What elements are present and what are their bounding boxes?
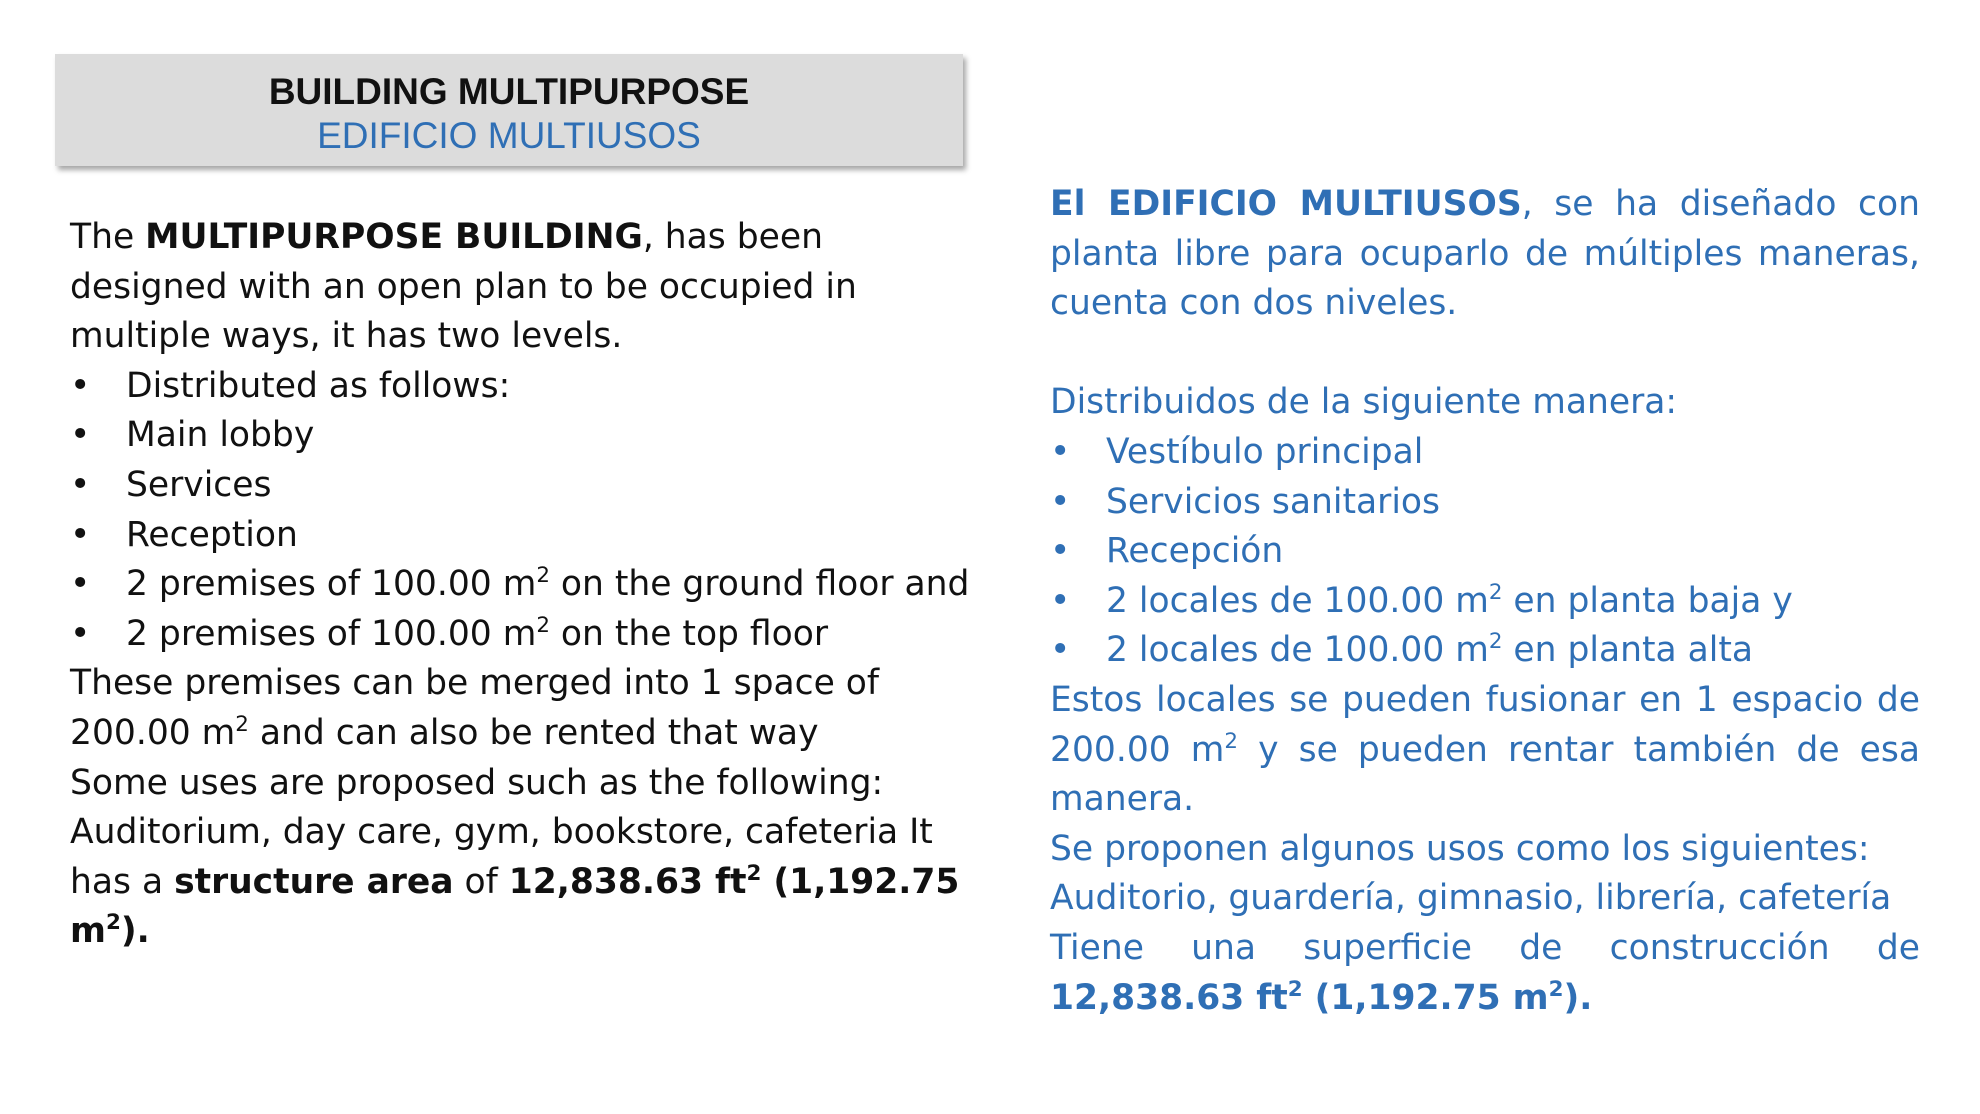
spanish-column (1050, 180, 1920, 1023)
english-list (70, 362, 980, 660)
list-item: • Main lobby (70, 411, 980, 461)
spanish-intro: El EDIFICIO MULTIUSOS, se ha diseñado con planta libre para ocuparlo de múltiples maneras, cuenta con dos niveles. (1050, 184, 1920, 324)
bullet-icon: • (1050, 630, 1071, 671)
english-area-value: 12,838.63 $ft^2$ (1,192.75 $m^2$). (70, 860, 960, 952)
spacer (1050, 329, 1920, 379)
spanish-merge-text: Estos locales se pueden fusionar en 1 espacio de 200.00 $m^2$ y se pueden rentar también de esa manera. (1050, 679, 1920, 820)
english-building-name: MULTIPURPOSE BUILDING (145, 217, 643, 257)
list-item: • 2 locales de 100.00 $m^2$ en planta alta (1050, 626, 1920, 676)
bullet-icon: • (1050, 431, 1071, 472)
english-merge-text: These premises can be merged into 1 space of 200.00 $m^2$ and can also be rented that way (70, 663, 880, 753)
bullet-icon: • (1050, 580, 1071, 621)
list-item: • Services (70, 461, 980, 511)
list-item: • Distributed as follows: (70, 362, 980, 412)
english-uses-intro: Some uses are proposed such as the following: (70, 762, 884, 803)
list-item: • 2 premises of 100.00 $m^2$ on the ground floor and (70, 560, 980, 610)
bullet-icon: • (70, 514, 91, 555)
title-box (55, 54, 963, 166)
list-item: • Servicios sanitarios (1050, 478, 1920, 528)
spanish-area-value: 12,838.63 $ft^2$ (1,192.75 $m^2$). (1050, 976, 1593, 1018)
title-english: BUILDING MULTIPURPOSE (268, 71, 750, 112)
spanish-building-name: El EDIFICIO MULTIUSOS (1050, 184, 1522, 224)
list-item: • 2 premises of 100.00 $m^2$ on the top floor (70, 610, 980, 660)
bullet-icon: • (70, 464, 91, 505)
spanish-uses-list: Auditorio, guardería, gimnasio, librería, cafetería (1050, 878, 1892, 919)
spanish-distributed-heading: Distribuidos de la siguiente manera: (1050, 382, 1678, 423)
bullet-icon: • (1050, 531, 1071, 572)
list-item: • 2 locales de 100.00 $m^2$ en planta baja y (1050, 577, 1920, 627)
bullet-icon: • (70, 564, 91, 605)
bullet-icon: • (70, 613, 91, 654)
spanish-list (1050, 428, 1920, 676)
bullet-icon: • (70, 415, 91, 456)
title-spanish: EDIFICIO MULTIUSOS (317, 115, 701, 156)
list-item: • Recepción (1050, 527, 1920, 577)
bullet-icon: • (1050, 481, 1071, 522)
english-intro: The MULTIPURPOSE BUILDING, has been designed with an open plan to be occupied in multiple ways, it has two levels. (70, 217, 857, 357)
english-uses-and-area: Auditorium, day care, gym, bookstore, cafeteria It has a structure area of 12,838.63 $ft^2$ (1,192.75 $m^2$). (70, 812, 960, 952)
english-column (70, 213, 980, 957)
spanish-area: Tiene una superficie de construcción de 12,838.63 $ft^2$ (1,192.75 $m^2$). (1050, 927, 1920, 1018)
list-item: • Vestíbulo principal (1050, 428, 1920, 478)
list-item: • Reception (70, 511, 980, 561)
spanish-uses-intro: Se proponen algunos usos como los siguientes: (1050, 828, 1870, 869)
bullet-icon: • (70, 365, 91, 406)
